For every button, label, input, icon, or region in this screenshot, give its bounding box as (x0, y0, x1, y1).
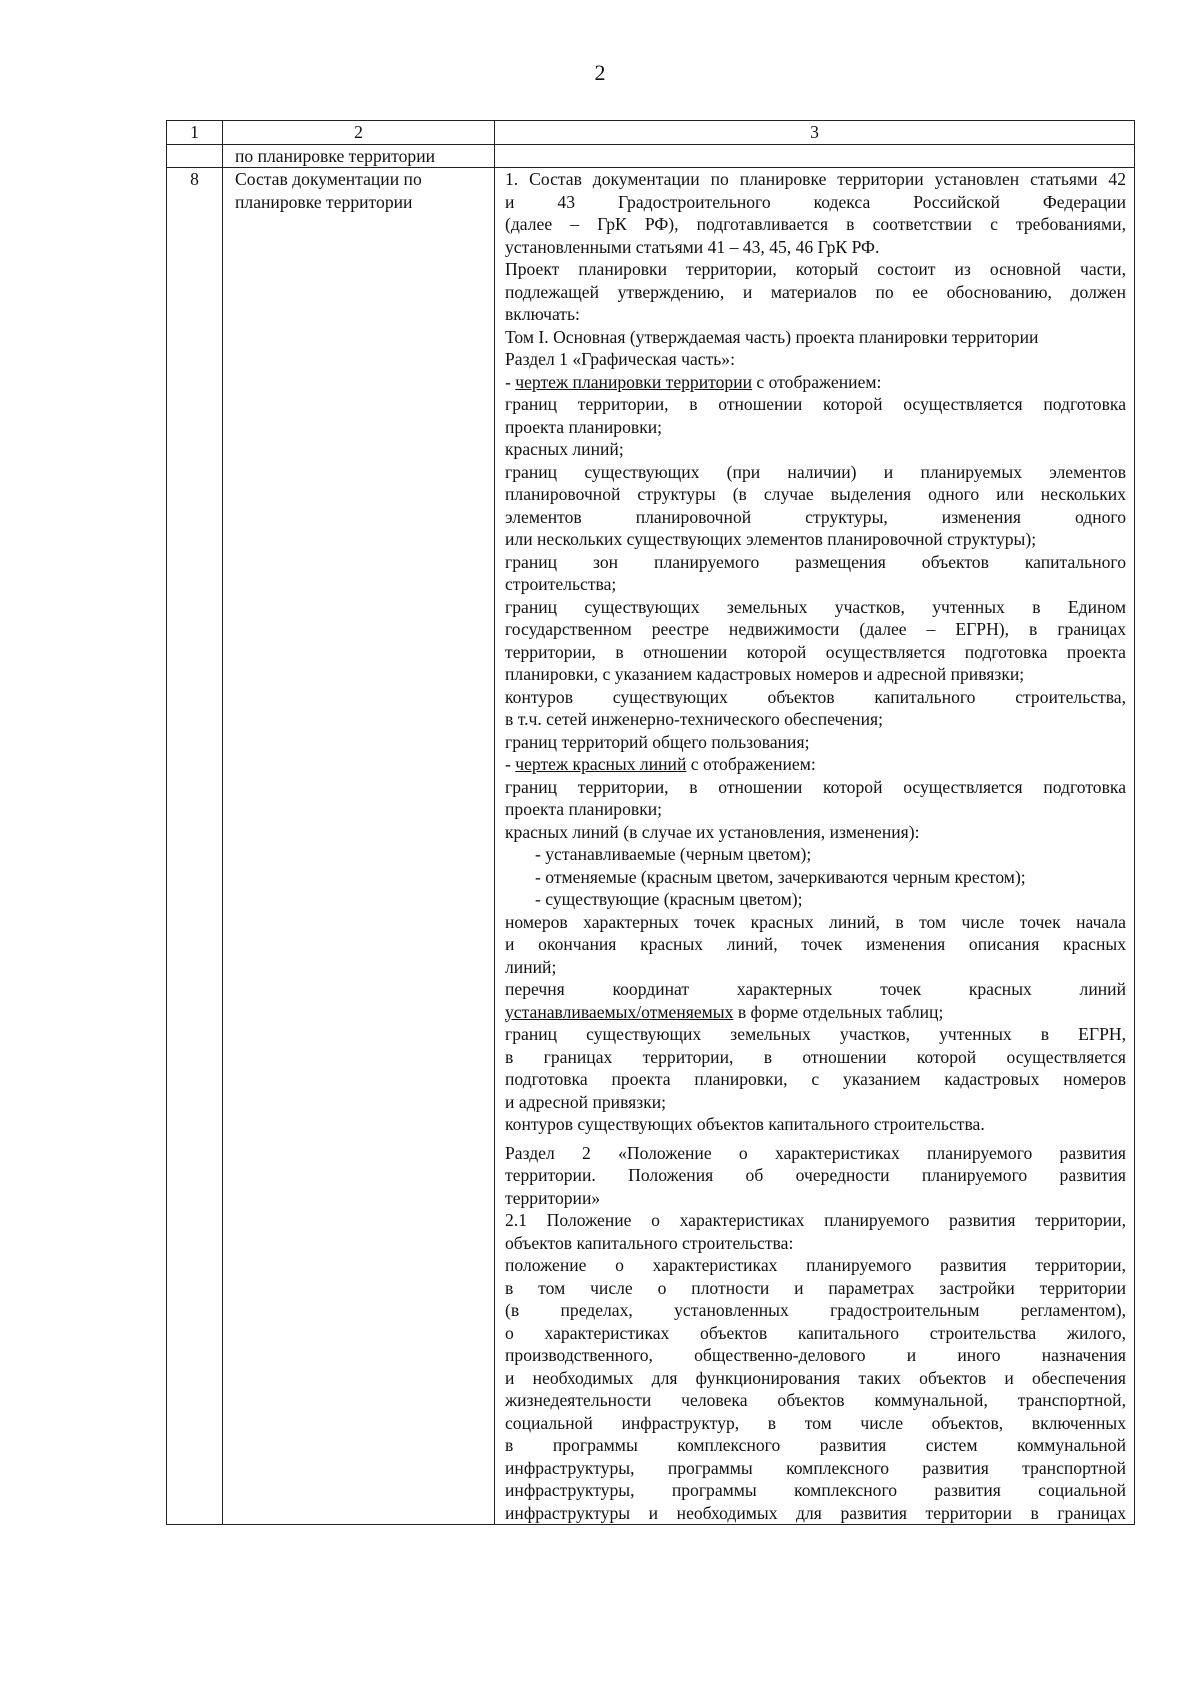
underlined-term: чертеж планировки территории (515, 371, 753, 392)
body-text-line: о характеристиках объектов капитального строительства жилого, (505, 1322, 1126, 1343)
body-text-line: Раздел 2 «Положение о характеристиках планируемого развития (505, 1142, 1126, 1163)
body-text-line (505, 371, 1126, 394)
body-text-line: установленными статьями 41 – 43, 45, 46 ГрК РФ. (505, 236, 880, 257)
header-col-3: 3 (495, 121, 1135, 145)
body-text-line: - устанавливаемые (черным цветом); (535, 844, 812, 864)
body-text-line: объектов капитального строительства: (505, 1232, 794, 1253)
body-text-line: и адресной привязки; (505, 1091, 667, 1112)
body-text-line: территории. Положения об очередности планируемого развития (505, 1165, 1126, 1185)
body-text-line: в программы комплексного развития систем коммунальной (505, 1435, 1126, 1455)
line-prefix: - (505, 371, 516, 392)
table-header-row (167, 121, 1135, 145)
body-text-line: строительства; (505, 574, 617, 594)
underlined-term: устанавливаемых/отменяемых (505, 1001, 734, 1022)
row-name (223, 168, 495, 1525)
body-text-line: производственного, общественно-делового и иного назначения (505, 1345, 1126, 1365)
body-text-line: или нескольких существующих элементов планировочной структуры); (505, 529, 1037, 549)
line-prefix: - (505, 754, 516, 774)
line-suffix: в форме отдельных таблиц; (733, 1001, 944, 1022)
body-text-line: подготовка проекта планировки, с указанием кадастровых номеров (505, 1069, 1126, 1089)
body-text-line: границ существующих земельных участков, учтенных в Едином (505, 596, 1126, 617)
body-text-line: элементов планировочной структуры, изменения одного (505, 506, 1126, 527)
requirements-table (166, 120, 1135, 1525)
body-text-line: контуров существующих объектов капитального строительства, (505, 686, 1126, 707)
body-text-line: Раздел 1 «Графическая часть»: (505, 349, 735, 369)
body-text-line: и окончания красных линий, точек изменения описания красных (505, 934, 1126, 954)
continued-row (167, 144, 1135, 168)
body-text-line: в границах территории, в отношении которой осуществляется (505, 1046, 1126, 1067)
body-text-line: границ зон планируемого размещения объектов капитального (505, 551, 1126, 572)
body-text-line: контуров существующих объектов капитального строительства. (505, 1114, 985, 1134)
continued-row-body (495, 144, 1135, 168)
continued-row-number (167, 144, 223, 168)
body-text-line: инфраструктуры и необходимых для развития территории в границах (505, 1502, 1126, 1523)
body-text-line: границ территории, в отношении которой осуществляется подготовка (505, 776, 1126, 797)
body-text-line: социальной инфраструктур, в том числе объектов, включенных (505, 1412, 1126, 1433)
body-text-line: Проект планировки территории, который состоит из основной части, (505, 259, 1126, 279)
page-number: 2 (594, 60, 606, 85)
body-text-line: проекта планировки; (505, 799, 663, 819)
body-text-line: красных линий (в случае их установления, изменения): (505, 821, 920, 842)
body-text-line: территории» (505, 1187, 601, 1208)
line-suffix: с отображением: (752, 371, 882, 392)
body-text-line (505, 753, 1126, 776)
header-col-2: 2 (223, 121, 495, 145)
body-text-line: границ существующих (при наличии) и планируемых элементов (505, 461, 1126, 482)
body-text-line: планировочной структуры (в случае выделения одного или нескольких (505, 484, 1126, 504)
body-text-line: перечня координат характерных точек красных линий (505, 979, 1126, 999)
body-text-line: государственном реестре недвижимости (далее – ЕГРН), в границах (505, 619, 1126, 639)
line-suffix: с отображением: (686, 754, 816, 774)
body-text-line: 2.1 Положение о характеристиках планируемого развития территории, (505, 1210, 1126, 1230)
body-text-line: инфраструктуры, программы комплексного развития социальной (505, 1480, 1126, 1500)
body-text-line: Том I. Основная (утверждаемая часть) проекта планировки территории (505, 326, 1039, 347)
body-text-line: в том числе о плотности и параметрах застройки территории (505, 1277, 1126, 1298)
body-text-line: и необходимых для функционирования таких объектов и обеспечения (505, 1367, 1126, 1388)
row-number: 8 (167, 168, 223, 1525)
body-text-line: (далее – ГрК РФ), подготавливается в соответствии с требованиями, (505, 214, 1126, 234)
body-text-line: в т.ч. сетей инженерно-технического обеспечения; (505, 709, 883, 729)
underlined-term: чертеж красных линий (515, 754, 687, 774)
row-body (495, 168, 1135, 1525)
body-text-line: включать: (505, 304, 580, 324)
row-name-line: Состав документации по (235, 169, 422, 189)
body-text-line: (в пределах, установленных градостроительным регламентом), (505, 1300, 1126, 1320)
body-text-line: инфраструктуры, программы комплексного развития транспортной (505, 1457, 1126, 1478)
table-row (167, 168, 1135, 1525)
body-text-line: и 43 Градостроительного кодекса Российской Федерации (505, 191, 1126, 212)
body-text-line: проекта планировки; (505, 416, 663, 437)
body-text-line: - существующие (красным цветом); (535, 889, 803, 909)
body-text-line: 1. Состав документации по планировке территории установлен статьями 42 (505, 169, 1126, 189)
body-text-line: территории, в отношении которой осуществляется подготовка проекта (505, 641, 1126, 662)
body-text-line: положение о характеристиках планируемого развития территории, (505, 1255, 1126, 1275)
body-text-line: красных линий; (505, 439, 624, 459)
body-text-line: - отменяемые (красным цветом, зачеркиваются черным крестом); (535, 866, 1026, 887)
continued-row-name: по планировке территории (223, 144, 495, 168)
body-text-line: подлежащей утверждению, и материалов по ее обоснованию, должен (505, 281, 1126, 302)
body-text-line: границ территорий общего пользования; (505, 731, 810, 752)
body-text-line: линий; (505, 956, 557, 977)
body-text-line (505, 1001, 1126, 1024)
body-text-line: границ существующих земельных участков, учтенных в ЕГРН, (505, 1024, 1126, 1044)
body-text-line: жизнедеятельности человека объектов коммунальной, транспортной, (505, 1390, 1126, 1410)
header-col-1: 1 (167, 121, 223, 145)
body-text-line: номеров характерных точек красных линий, в том числе точек начала (505, 911, 1126, 932)
row-name-line: планировке территории (235, 191, 413, 212)
body-text-line: границ территории, в отношении которой осуществляется подготовка (505, 394, 1126, 414)
body-text-line: планировки, с указанием кадастровых номеров и адресной привязки; (505, 664, 1025, 684)
